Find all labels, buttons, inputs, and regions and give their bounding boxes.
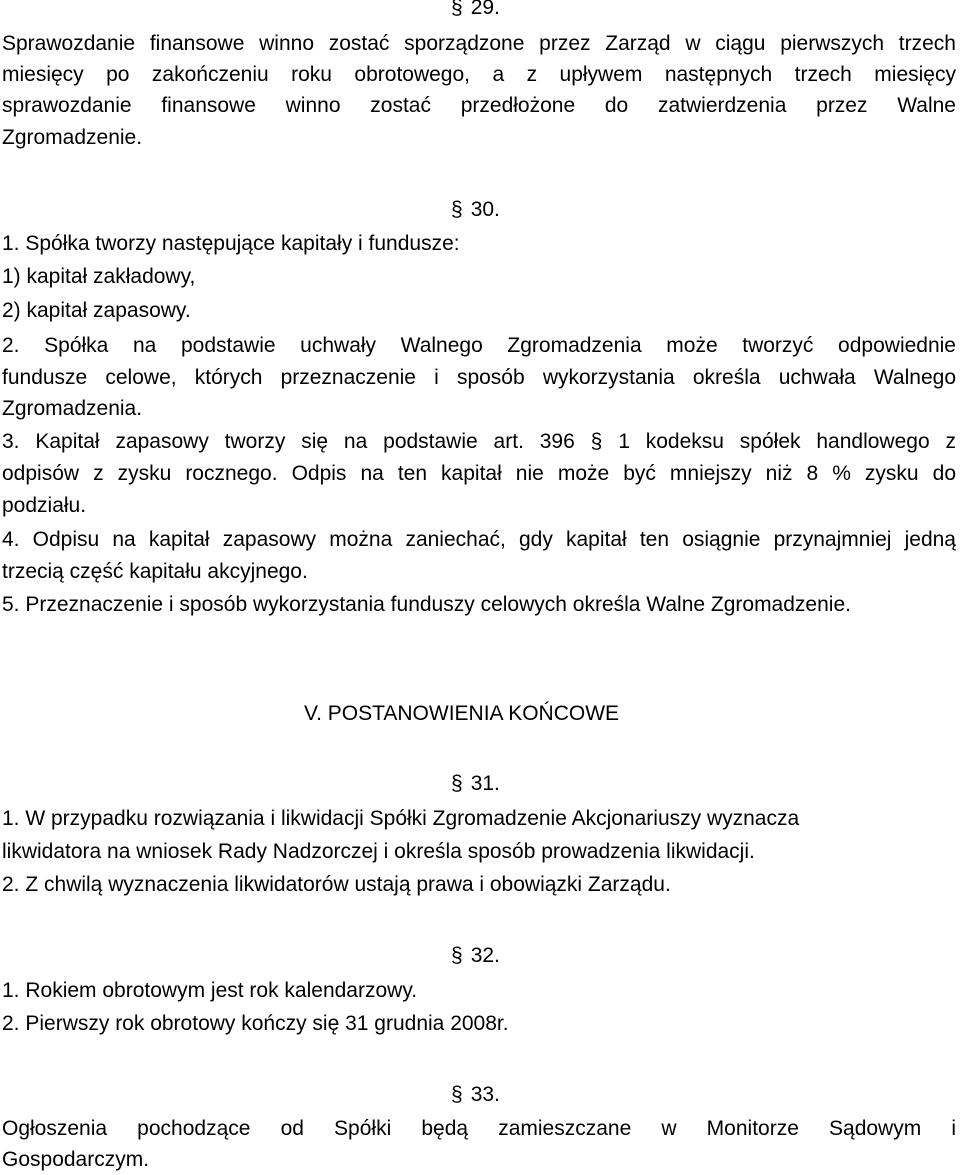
paragraph-line: Sprawozdanie finansowe winno zostać sporządzone przez Zarząd w ciągu pierwszych trzech bbox=[2, 32, 956, 55]
paragraph-line: miesięcy po zakończeniu roku obrotowego, a z upływem następnych trzech miesięcy bbox=[2, 63, 956, 86]
paragraph-line: 1. Spółka tworzy następujące kapitały i fundusze: bbox=[2, 232, 460, 255]
section-sign: § bbox=[451, 0, 463, 19]
paragraph-line: 3. Kapitał zapasowy tworzy się na podstawie art. 396 § 1 kodeksu spółek handlowego z bbox=[2, 430, 956, 453]
paragraph-line: Zgromadzenie. bbox=[2, 126, 143, 149]
section-heading-30 bbox=[451, 198, 500, 224]
section-heading-32 bbox=[451, 944, 500, 970]
paragraph-line: odpisów z zysku rocznego. Odpis na ten kapitał nie może być mniejszy niż 8 % zysku do bbox=[2, 462, 956, 485]
paragraph-line: 4. Odpisu na kapitał zapasowy można zaniechać, gdy kapitał ten osiągnie przynajmniej jedną bbox=[2, 528, 956, 551]
section-heading-31 bbox=[451, 772, 500, 798]
paragraph-line: 1) kapitał zakładowy, bbox=[2, 265, 196, 288]
paragraph-line: podziału. bbox=[2, 494, 87, 517]
paragraph-line: sprawozdanie finansowe winno zostać przedłożone do zatwierdzenia przez Walne bbox=[2, 94, 956, 117]
paragraph-line: 2. Pierwszy rok obrotowy kończy się 31 grudnia 2008r. bbox=[2, 1012, 509, 1035]
paragraph-line: 2. Spółka na podstawie uchwały Walnego Zgromadzenia może tworzyć odpowiednie bbox=[2, 334, 956, 357]
paragraph-line: 2. Z chwilą wyznaczenia likwidatorów ustają prawa i obowiązki Zarządu. bbox=[2, 873, 671, 896]
paragraph-line: 5. Przeznaczenie i sposób wykorzystania funduszy celowych określa Walne Zgromadzenie. bbox=[2, 593, 851, 616]
section-number: 31. bbox=[470, 772, 500, 795]
section-sign: § bbox=[451, 772, 463, 795]
section-number: 29. bbox=[470, 0, 500, 19]
chapter-title: V. POSTANOWIENIA KOŃCOWE bbox=[304, 702, 620, 725]
paragraph-line: Zgromadzenia. bbox=[2, 397, 143, 420]
paragraph-line: likwidatora na wniosek Rady Nadzorczej i określa sposób prowadzenia likwidacji. bbox=[2, 840, 755, 863]
section-number: 32. bbox=[470, 944, 500, 967]
paragraph-line: 1. Rokiem obrotowym jest rok kalendarzowy. bbox=[2, 979, 418, 1002]
paragraph-line: 2) kapitał zapasowy. bbox=[2, 299, 191, 322]
section-sign: § bbox=[451, 944, 463, 967]
paragraph-line: Ogłoszenia pochodzące od Spółki będą zamieszczane w Monitorze Sądowym i bbox=[2, 1117, 956, 1140]
section-number: 33. bbox=[470, 1083, 500, 1106]
paragraph-line: trzecią część kapitału akcyjnego. bbox=[2, 560, 308, 583]
section-heading-29 bbox=[451, 0, 500, 22]
section-heading-33 bbox=[451, 1083, 500, 1109]
paragraph-line: 1. W przypadku rozwiązania i likwidacji Spółki Zgromadzenie Akcjonariuszy wyznacza bbox=[2, 807, 800, 830]
section-number: 30. bbox=[470, 198, 500, 221]
paragraph-line: Gospodarczym. bbox=[2, 1148, 150, 1171]
paragraph-line: fundusze celowe, których przeznaczenie i sposób wykorzystania określa uchwała Walnego bbox=[2, 366, 956, 389]
section-sign: § bbox=[451, 198, 463, 221]
section-sign: § bbox=[451, 1083, 463, 1106]
